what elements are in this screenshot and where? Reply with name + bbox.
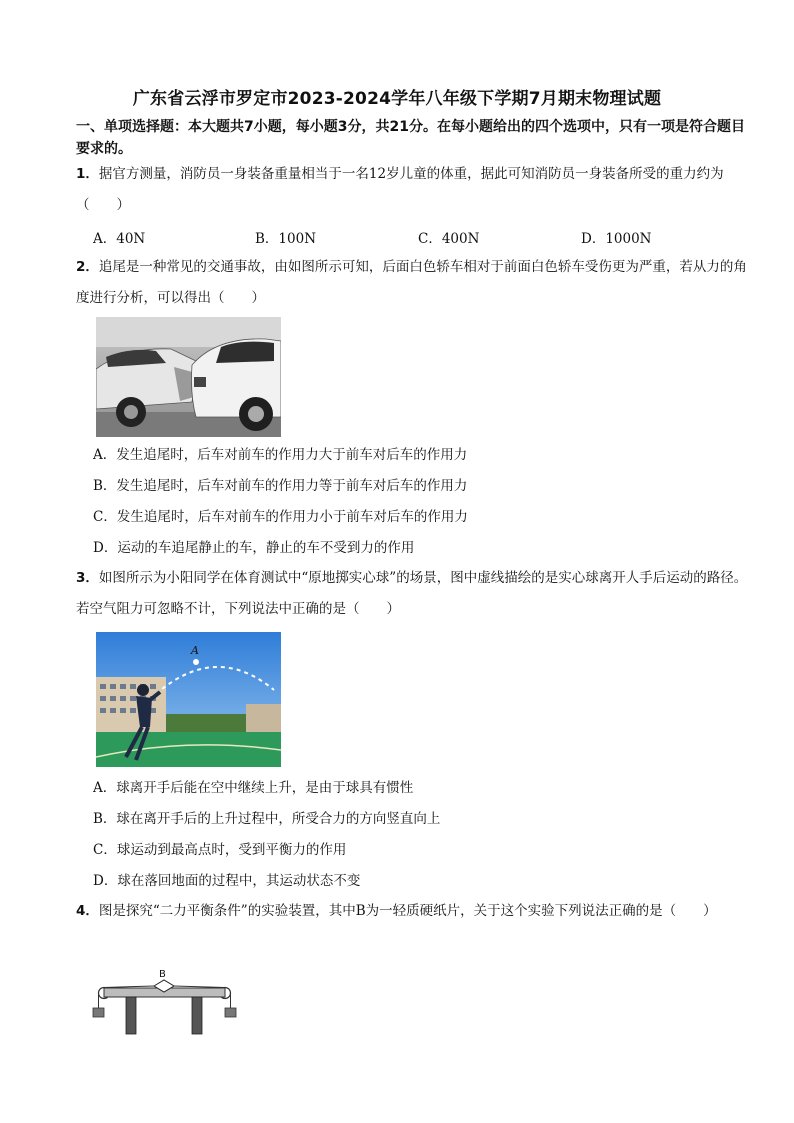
q2-option-d: D．运动的车追尾静止的车，静止的车不受到力的作用 xyxy=(93,540,415,556)
page-title: 广东省云浮市罗定市2023-2024学年八年级下学期7月期末物理试题 xyxy=(132,89,662,109)
question-3 xyxy=(76,563,756,625)
section-heading: 一、单项选择题：本大题共7小题，每小题3分，共21分。在每小题给出的四个选项中，只有一项是符合题目要求的。 xyxy=(76,119,745,157)
question-number: 1． xyxy=(76,166,99,182)
option-c: C．400N xyxy=(418,231,480,247)
point-a-label: A xyxy=(191,644,199,657)
q2-option-c: C．发生追尾时，后车对前车的作用力小于前车对后车的作用力 xyxy=(93,509,468,525)
card-b-label: B xyxy=(159,969,166,980)
car-crash-photo xyxy=(96,317,281,437)
shot-put-photo xyxy=(96,632,281,767)
question-text: 如图所示为小阳同学在体育测试中“原地掷实心球”的场景，图中虚线描绘的是实心球离开人手后运动的路径。若空气阻力可忽略不计，下列说法中正确的是（ ） xyxy=(76,570,748,617)
q3-option-c: C．球运动到最高点时，受到平衡力的作用 xyxy=(93,842,347,858)
question-number: 2． xyxy=(76,259,99,275)
q3-option-b: B．球在离开手后的上升过程中，所受合力的方向竖直向上 xyxy=(93,811,441,827)
question-text: 图是探究“二力平衡条件”的实验装置，其中B为一轻质硬纸片，关于这个实验下列说法正确的是（ ） xyxy=(98,903,717,919)
balance-apparatus-diagram xyxy=(92,964,237,1036)
question-number: 4． xyxy=(76,903,99,919)
q3-option-d: D．球在落回地面的过程中，其运动状态不变 xyxy=(93,873,361,889)
question-4 xyxy=(76,896,756,927)
shot-put-illustration xyxy=(96,632,281,767)
question-1 xyxy=(76,159,756,221)
q3-option-a: A．球离开手后能在空中继续上升，是由于球具有惯性 xyxy=(93,780,414,796)
q2-option-a: A．发生追尾时，后车对前车的作用力大于前车对后车的作用力 xyxy=(93,447,468,463)
option-b: B．100N xyxy=(255,231,317,247)
question-text: 据官方测量，消防员一身装备重量相当于一名12岁儿童的体重，据此可知消防员一身装备所受的重力约为（ ） xyxy=(76,166,724,213)
option-a: A．40N xyxy=(93,231,146,247)
car-crash-illustration xyxy=(96,317,281,437)
question-number: 3． xyxy=(76,570,99,586)
option-d: D．1000N xyxy=(581,231,652,247)
question-text: 追尾是一种常见的交通事故，由如图所示可知，后面白色轿车相对于前面白色轿车受伤更为严重，若从力的角度进行分析，可以得出（ ） xyxy=(76,259,747,306)
question-1-options xyxy=(93,227,753,247)
balance-apparatus-figure xyxy=(92,964,237,1036)
question-2 xyxy=(76,252,756,314)
q2-option-b: B．发生追尾时，后车对前车的作用力等于前车对后车的作用力 xyxy=(93,478,468,494)
